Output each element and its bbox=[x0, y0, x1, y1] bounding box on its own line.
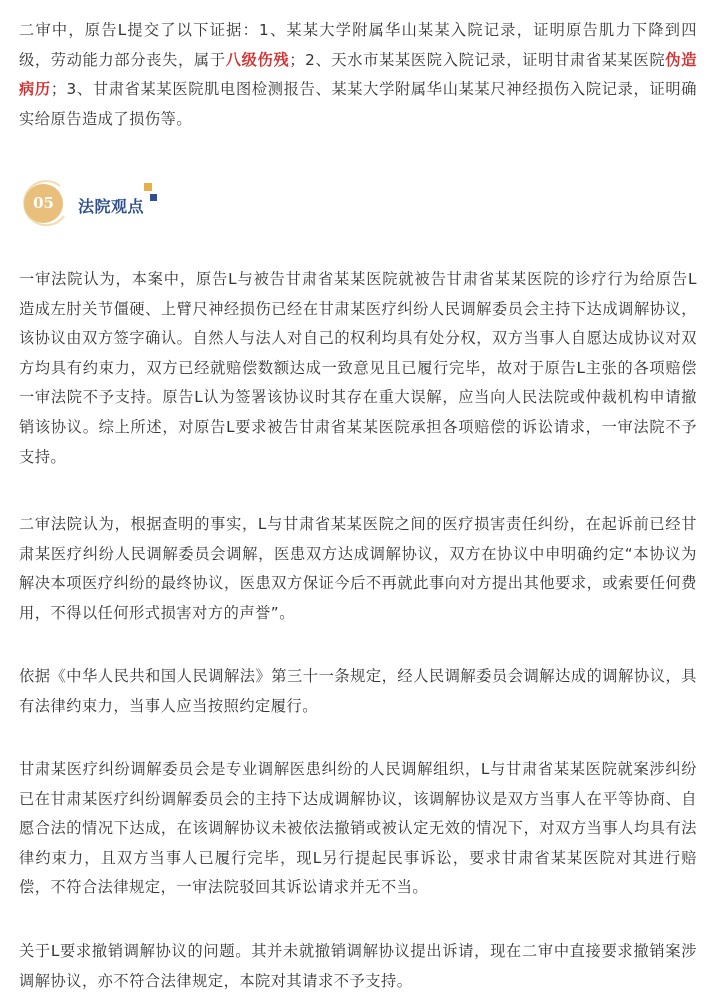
section-header bbox=[20, 178, 220, 230]
decor-square-blue bbox=[150, 194, 157, 201]
first-instance-opinion: 一审法院认为，本案中，原告L与被告甘肃省某某医院就被告甘肃省某某医院的诊疗行为给原告L造成左肘关节僵硬、上臂尺神经损伤已经在甘肃某医疗纠纷人民调解委员会主持下达成调解协议，该协议由双方签字确认。自然人与法人对自己的权利均具有处分权，双方当事人自愿达成协议对双方均具有约束力，双方已经就赔偿数额达成一致意见且已履行完毕，故对于原告L主张的各项赔偿一审法院不予支持。原告L认为签署该协议时其存在重大误解，应当向人民法院或仲裁机构申请撤销该协议。综上所述，对原告L要求被告甘肃省某某医院承担各项赔偿的诉讼请求，一审法院不予支持。 bbox=[19, 270, 697, 466]
legal-basis-paragraph: 依据《中华人民共和国人民调解法》第三十一条规定，经人民调解委员会调解达成的调解协议，具有法律约束力，当事人应当按照约定履行。 bbox=[19, 667, 697, 715]
evidence-text-1: 二审中，原告L提交了以下证据：1、某某大学附属华山某某入院记录，证明原告肌力下降到四级，劳动能力部分丧失，属于 bbox=[19, 21, 697, 69]
evidence-text-2: ；2、天水市某某医院入院记录，证明甘肃省某某医院 bbox=[289, 50, 666, 69]
section-title: 法院观点 bbox=[78, 197, 145, 216]
evidence-paragraph bbox=[19, 16, 697, 134]
highlight-forged-records: 伪造病历 bbox=[19, 50, 697, 99]
section-number-badge: 05 bbox=[24, 184, 63, 223]
second-instance-opinion: 二审法院认为，根据查明的事实，L与甘肃省某某医院之间的医疗损害责任纠纷，在起诉前已经甘肃某医疗纠纷人民调解委员会调解，医患双方达成调解协议，双方在协议中申明确约定“本协议为解决本项医疗纠纷的最终协议，医患双方保证今后不再就此事向对方提出其他要求，或索要任何费用，不得以任何形式损害对方的声誉”。 bbox=[19, 515, 697, 622]
revocation-request-paragraph: 关于L要求撤销调解协议的问题。其并未就撤销调解协议提出诉请，现在二审中直接要求撤销案涉调解协议，亦不符合法律规定，本院对其请求不予支持。 bbox=[19, 942, 697, 990]
mediation-committee-paragraph: 甘肃某医疗纠纷调解委员会是专业调解医患纠纷的人民调解组织，L与甘肃省某某医院就案涉纠纷已在甘肃某医疗纠纷调解委员会的主持下达成调解协议，该调解协议是双方当事人在平等协商、自愿合法的情况下达成，在该调解协议未被依法撤销或被认定无效的情况下，对双方当事人均具有法律约束力，且双方当事人已履行完毕，现L另行提起民事诉讼，要求甘肃省某某医院对其进行赔偿，不符合法律规定，一审法院驳回其诉讼请求并无不当。 bbox=[19, 760, 697, 897]
evidence-text-3: ；3、甘肃省某某医院肌电图检测报告、某某大学附属华山某某尺神经损伤入院记录，证明确实给原告造成了损伤等。 bbox=[19, 80, 697, 128]
decor-square-gold bbox=[144, 183, 152, 191]
highlight-disability-grade: 八级伤残 bbox=[225, 50, 290, 69]
